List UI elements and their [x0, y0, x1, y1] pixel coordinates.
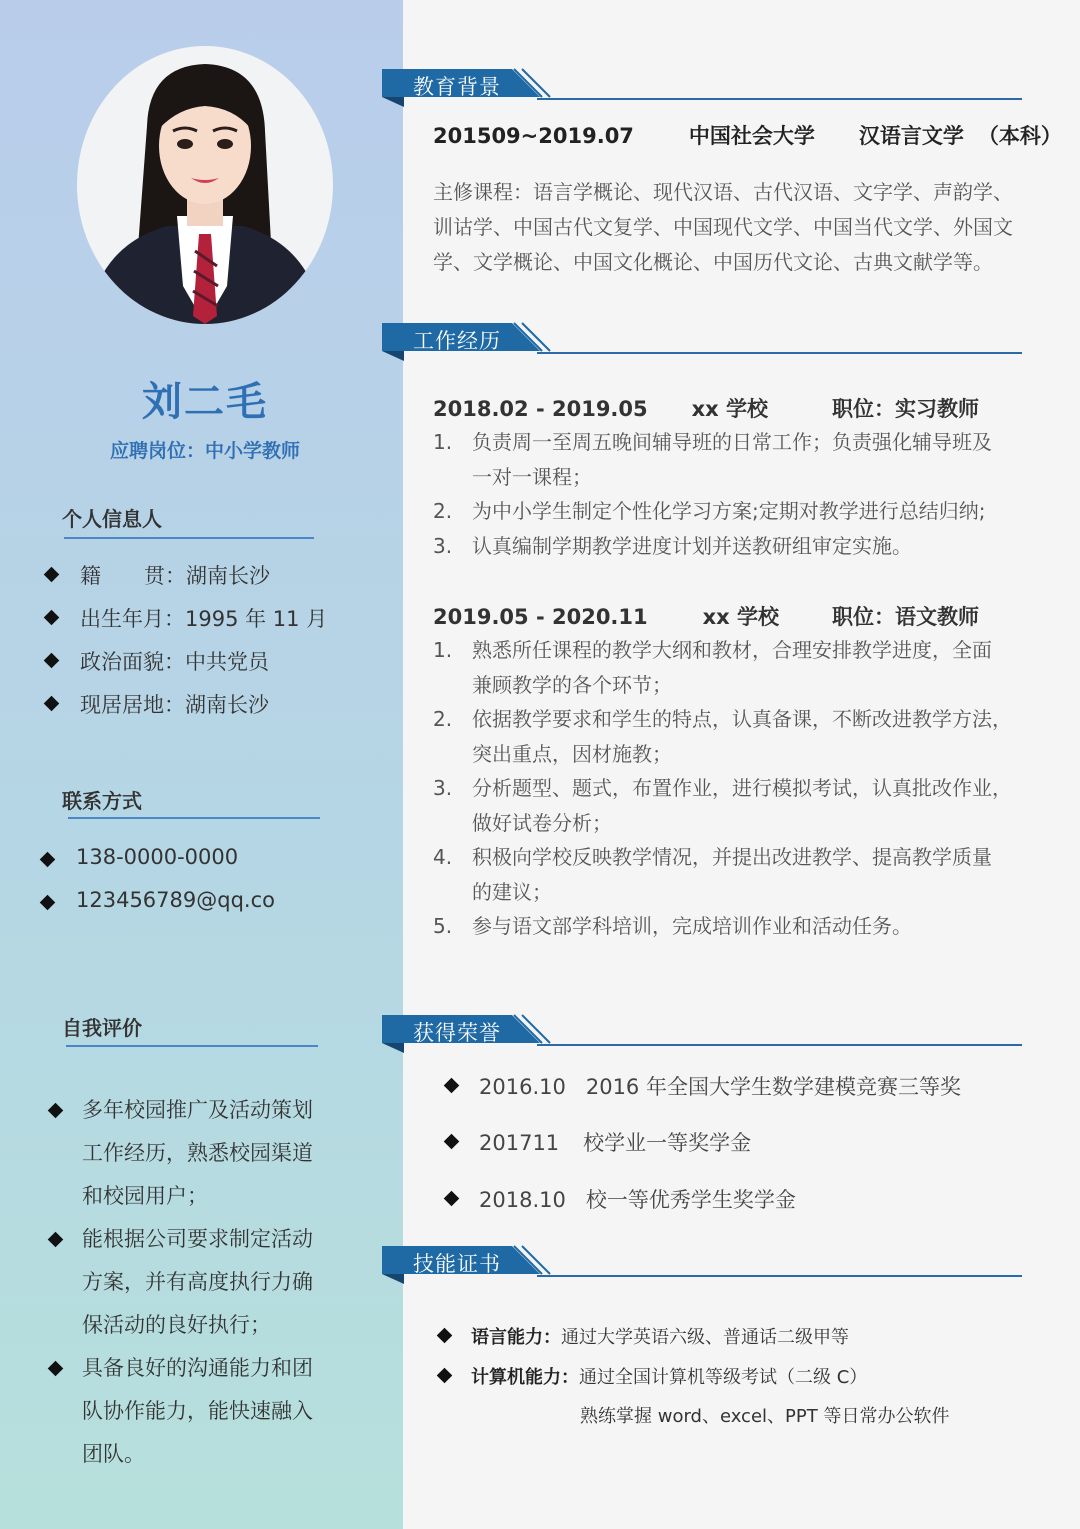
self-eval-line: 方案，并有高度执行力确	[82, 1270, 313, 1294]
course-line: 训诂学、中国古代文复学、中国现代文学、中国当代文学、外国文	[433, 215, 1013, 239]
duty-line: 做好试卷分析；	[472, 810, 612, 835]
email-address: 123456789@qq.co	[76, 888, 275, 912]
diamond-bullet-icon	[48, 1232, 64, 1248]
item-number: 3.	[433, 533, 453, 558]
list-item	[40, 888, 275, 931]
diamond-bullet-icon	[40, 852, 56, 868]
duty-line: 负责周一至周五晚间辅导班的日常工作；负责强化辅导班及	[472, 430, 992, 454]
honor-date: 2016.10	[479, 1075, 566, 1099]
item-number: 4.	[433, 845, 453, 869]
personal-info-list	[40, 560, 327, 732]
list-item	[44, 1089, 344, 1218]
job-header	[433, 601, 979, 631]
list-item	[433, 909, 1053, 944]
info-value: 湖南长沙	[185, 693, 269, 717]
course-line: 主修课程：语言学概论、现代汉语、古代汉语、文字学、声韵学、	[433, 180, 1013, 204]
honor-text: 校学业一等奖学金	[583, 1131, 752, 1155]
skill-computer-detail: 熟练掌握 word、excel、PPT 等日常办公软件	[580, 1406, 950, 1427]
skill-text: 通过全国计算机等级考试（二级 C）	[579, 1367, 868, 1388]
self-eval-line: 队协作能力，能快速融入	[82, 1399, 313, 1423]
list-item	[40, 603, 327, 646]
job-period: 2019.05 - 2020.11	[433, 605, 648, 629]
diamond-bullet-icon	[44, 610, 60, 626]
duty-line: 分析题型、题式，布置作业，进行模拟考试，认真批改作业，	[472, 776, 1012, 800]
contact-list	[40, 845, 275, 931]
course-line: 学、文学概论、中国文化概论、中国历代文论、古典文献学等。	[433, 250, 993, 274]
self-eval-line: 多年校园推广及活动策划	[82, 1098, 313, 1122]
skill-text: 通过大学英语六级、普通话二级甲等	[561, 1327, 849, 1348]
list-item	[40, 646, 327, 689]
self-eval-divider	[66, 1045, 318, 1047]
contact-heading: 联系方式	[62, 789, 142, 813]
contact-divider	[68, 817, 320, 819]
list-item	[433, 633, 1053, 702]
honors-title: 获得荣誉	[413, 1021, 501, 1045]
list-item	[40, 689, 327, 732]
job-position: 职位：实习教师	[832, 397, 980, 421]
honor-date: 201711	[479, 1131, 560, 1155]
candidate-name: 刘二毛	[142, 379, 268, 425]
info-label: 籍	[80, 564, 101, 588]
list-item	[433, 702, 1053, 771]
info-label: 贯：	[144, 564, 186, 588]
skills-title: 技能证书	[413, 1252, 501, 1276]
job-duties-list	[433, 633, 1053, 944]
education-title: 教育背景	[413, 75, 501, 99]
job-org: xx 学校	[691, 397, 769, 421]
item-number: 2.	[433, 499, 453, 523]
duty-line: 依据教学要求和学生的特点，认真备课，不断改进教学方法，	[472, 707, 1012, 731]
item-number: 1.	[433, 638, 453, 662]
self-eval-line: 和校园用户；	[82, 1184, 208, 1208]
education-summary	[433, 120, 1062, 150]
honor-date: 2018.10	[479, 1188, 566, 1212]
info-value: 1995 年 11 月	[185, 607, 328, 631]
honor-text: 2016 年全国大学生数学建模竞赛三等奖	[585, 1075, 961, 1099]
skill-label: 语言能力：	[471, 1327, 561, 1348]
diamond-bullet-icon	[437, 1328, 453, 1344]
info-value: 中共党员	[185, 650, 269, 674]
item-number: 5.	[433, 914, 453, 938]
info-label: 出生年月：	[80, 607, 185, 631]
personal-info-heading: 个人信息人	[62, 507, 162, 531]
item-number: 2.	[433, 707, 453, 731]
edu-major: 汉语言文学	[858, 124, 964, 148]
phone-number: 138-0000-0000	[76, 845, 239, 869]
duty-line: 积极向学校反映教学情况，并提出改进教学、提高教学质量	[472, 845, 992, 869]
info-label: 现居居地：	[80, 693, 185, 717]
diamond-bullet-icon	[437, 1368, 453, 1384]
edu-degree: （本科）	[977, 124, 1062, 148]
applied-position: 应聘岗位：中小学教师	[109, 440, 300, 462]
duty-line: 的建议；	[472, 879, 552, 904]
diamond-bullet-icon	[44, 696, 60, 712]
list-item	[433, 771, 1053, 840]
honor-item	[479, 1184, 796, 1214]
info-value: 湖南长沙	[186, 564, 270, 588]
list-item	[433, 425, 1053, 494]
list-item	[44, 1218, 344, 1347]
duty-line: 为中小学生制定个性化学习方案;定期对教学进行总结归纳;	[472, 499, 986, 523]
work-title: 工作经历	[413, 329, 501, 353]
honor-text: 校一等优秀学生奖学金	[585, 1188, 796, 1212]
skill-computer	[471, 1363, 867, 1389]
self-eval-heading: 自我评价	[62, 1016, 142, 1040]
diamond-bullet-icon	[44, 567, 60, 583]
self-eval-line: 团队。	[82, 1442, 145, 1466]
skill-label: 计算机能力：	[471, 1367, 579, 1388]
info-label: 政治面貌：	[80, 650, 185, 674]
skill-language	[471, 1323, 849, 1349]
duty-line: 突出重点，因材施教；	[472, 741, 672, 766]
job-duties-list	[433, 425, 1053, 563]
diamond-bullet-icon	[40, 895, 56, 911]
list-item	[40, 845, 275, 888]
list-item	[433, 494, 1053, 529]
job-org: xx 学校	[702, 605, 780, 629]
duty-line: 参与语文部学科培训，完成培训作业和活动任务。	[472, 914, 912, 938]
self-eval-line: 具备良好的沟通能力和团	[82, 1356, 313, 1380]
diamond-bullet-icon	[48, 1103, 64, 1119]
profile-photo	[77, 46, 333, 324]
item-number: 1.	[433, 430, 453, 454]
self-eval-line: 保活动的良好执行；	[82, 1313, 271, 1337]
edu-courses	[433, 175, 1063, 280]
duty-line: 熟悉所任课程的教学大纲和教材，合理安排教学进度，全面	[472, 638, 992, 662]
job-header	[433, 393, 979, 423]
edu-period: 201509~2019.07	[433, 124, 634, 148]
self-eval-line: 能根据公司要求制定活动	[82, 1227, 313, 1251]
honor-item	[479, 1071, 961, 1101]
list-item	[40, 560, 327, 603]
edu-school: 中国社会大学	[688, 124, 815, 148]
item-number: 3.	[433, 776, 453, 800]
duty-line: 一对一课程；	[472, 464, 592, 489]
diamond-bullet-icon	[444, 1191, 460, 1207]
job-period: 2018.02 - 2019.05	[433, 397, 648, 421]
diamond-bullet-icon	[444, 1134, 460, 1150]
diamond-bullet-icon	[44, 653, 60, 669]
diamond-bullet-icon	[444, 1078, 460, 1094]
job-position: 职位：语文教师	[832, 605, 980, 629]
duty-line: 认真编制学期教学进度计划并送教研组审定实施。	[472, 533, 912, 558]
self-eval-list	[44, 1089, 344, 1476]
self-eval-line: 工作经历，熟悉校园渠道	[82, 1141, 313, 1165]
list-item	[433, 529, 1053, 564]
diamond-bullet-icon	[48, 1361, 64, 1377]
duty-line: 兼顾教学的各个环节；	[472, 672, 672, 697]
list-item	[433, 840, 1053, 909]
list-item	[44, 1347, 344, 1476]
personal-info-divider	[64, 537, 314, 539]
honor-item	[479, 1127, 751, 1157]
